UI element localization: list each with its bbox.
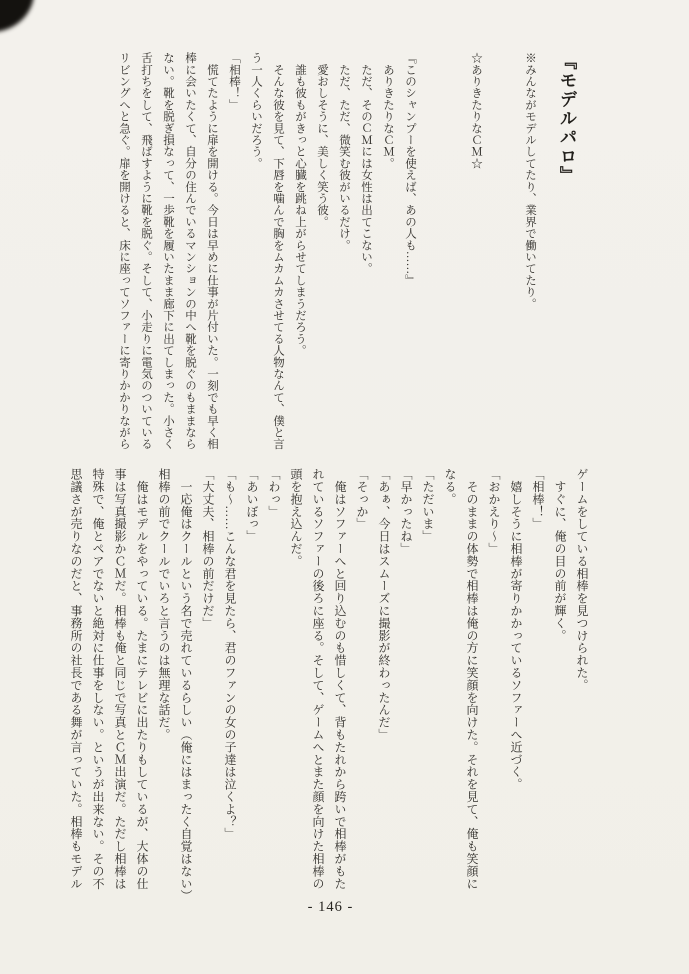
text-column: 「ただいま」 xyxy=(421,468,435,543)
text-column: リビングへと急ぐ。扉を開けると、床に座ってソファーに寄りかかりながら xyxy=(118,52,130,450)
page-number: - 146 - xyxy=(307,899,354,915)
text-column: 慌てたように扉を開ける。今日は早めに仕事が片付いた。一刻でも早く相 xyxy=(206,52,218,450)
scan-corner-artifact xyxy=(0,0,34,32)
text-column: ゲームをしている相棒を見つけられた。 xyxy=(575,468,589,692)
text-column: 「あいぼっ」 xyxy=(245,468,259,543)
text-column: れているソファーの後ろに座る。そして、ゲームへとまた顔を向けた相棒の xyxy=(311,468,325,890)
text-column: 棒に会いたくて、自分の住んでいるマンションの中へ靴を脱ぐのもままなら xyxy=(184,52,196,450)
text-column: う一人くらいだろう。 xyxy=(250,52,262,169)
text-column: 一応俺はクールという名で売れているらしい（俺にはまったく自覚はない） xyxy=(179,468,193,902)
text-column: ※みんながモデルしてたり、業界で働いてたり。 xyxy=(524,52,536,310)
text-column: 「大丈夫、相棒の前だけだ」 xyxy=(201,468,215,630)
text-column: そのままの体勢で相棒は俺の方に笑顔を向けた。それを見て、俺も笑顔に xyxy=(465,468,479,890)
text-column: ない。靴を脱ぎ損なって、一歩靴を履いたまま廊下に出てしまった。小さく xyxy=(162,52,174,450)
text-column: 「も〜……こんな君を見たら、君のファンの女の子達は泣くよ？」 xyxy=(223,468,237,840)
text-column: 俺はモデルをやっている。たまにテレビに出たりもしているが、大体の仕 xyxy=(135,468,149,890)
text-column: 相棒の前でクールでいろと言うのは無理な話だ。 xyxy=(157,468,171,741)
text-column: 俺はソファーへと回り込むのも惜しくて、背もたれから跨いで相棒がもた xyxy=(333,468,347,890)
text-column: そんな彼を見て、下唇を噛んで胸をムカムカさせてる人物なんて、僕と言 xyxy=(272,52,284,450)
text-column: ただ、ただ、微笑む彼がいるだけ。 xyxy=(338,52,350,251)
text-column: 嬉しそうに相棒が寄りかかっているソファーへ近づく。 xyxy=(509,468,523,791)
text-column: 愛おしそうに、美しく笑う彼。 xyxy=(316,52,328,228)
text-column: 特殊で、俺とペアでないと絶対に仕事をしない。というが出来ない。その不 xyxy=(91,468,105,890)
text-column: ありきたりなＣＭ。 xyxy=(382,52,394,169)
text-column: 事は写真撮影かＣＭだ。相棒も俺と同じで写真とＣＭ出演だ。ただし相棒は xyxy=(113,468,127,890)
text-column: 「相棒！」 xyxy=(531,468,545,530)
text-column: 「おかえり〜」 xyxy=(487,468,501,555)
story-header-block xyxy=(113,52,579,470)
text-column: 「わっ」 xyxy=(267,468,281,518)
story-title: 『モデルパロ』 xyxy=(558,52,578,185)
text-column: ただ、そのＣＭには女性は出てこない。 xyxy=(360,52,372,275)
text-column: 「早かったね」 xyxy=(399,468,413,555)
text-column: 思議さが売りなのだと、事務所の社長である舞が言っていた。相棒もモデル xyxy=(69,468,83,890)
text-column: 「相棒！」 xyxy=(228,52,240,111)
text-column: 舌打ちをして、飛ばすように靴を脱ぐ。そして、小走りに電気のついている xyxy=(140,52,152,450)
text-column: 「そっか」 xyxy=(355,468,369,530)
text-column: 『このシャンプーを使えば、あの人も……』 xyxy=(404,52,416,286)
text-column: 誰も彼もがきっと心臓を跳ね上がらせてしまうだろう。 xyxy=(294,52,306,357)
text-column: ☆ありきたりなＣＭ☆ xyxy=(470,52,482,169)
text-column: 「あぁ、今日はスムーズに撮影が終わったんだ」 xyxy=(377,468,391,741)
text-column: 頭を抱え込んだ。 xyxy=(289,468,303,568)
text-column: すぐに、俺の目の前が輝く。 xyxy=(553,468,567,642)
text-column: なる。 xyxy=(443,468,457,506)
story-body-block xyxy=(65,468,593,918)
